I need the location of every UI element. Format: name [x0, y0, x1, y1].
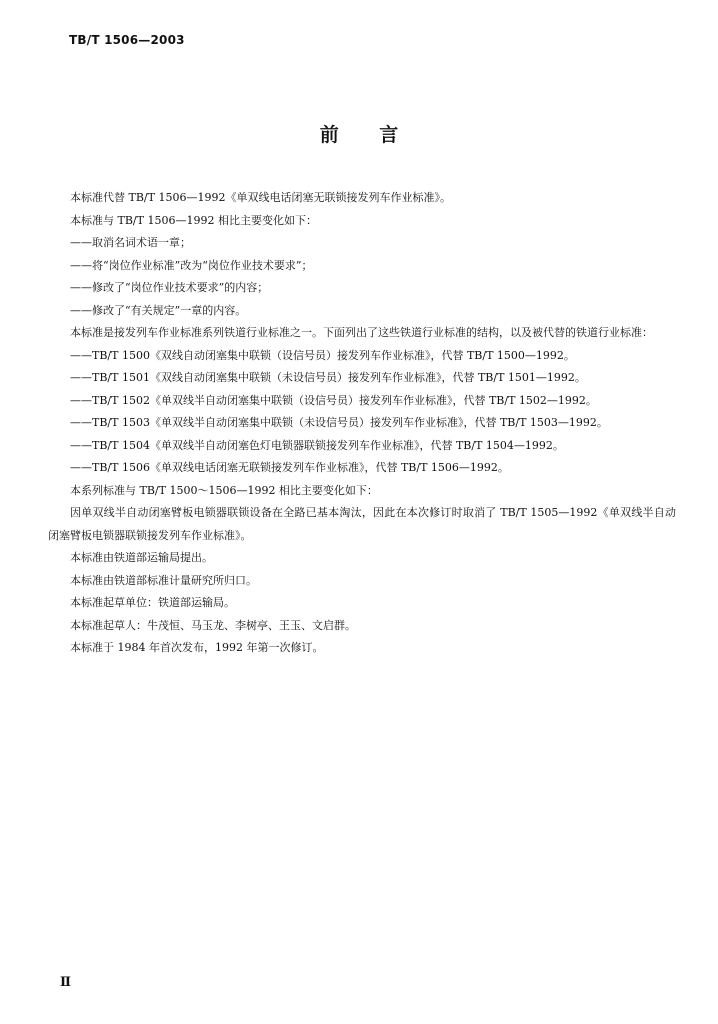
- page-title: 前 言: [319, 124, 399, 146]
- paragraph: 本系列标准与 TB/T 1500～1506—1992 相比主要变化如下：: [70, 483, 378, 497]
- paragraph: 本标准起草人：牛茂恒、马玉龙、李树亭、王玉、文启群。: [70, 618, 356, 632]
- paragraph: 本标准由铁道部标准计量研究所归口。: [70, 573, 257, 587]
- list-item: ——取消名词术语一章；: [70, 236, 191, 249]
- paragraph: 本标准与 TB/T 1506—1992 相比主要变化如下：: [70, 213, 317, 227]
- paragraph: 本标准由铁道部运输局提出。: [70, 551, 213, 564]
- list-item: ——TB/T 1502《单双线半自动闭塞集中联锁（设信号员）接发列车作业标准》，代替 TB/T 1502—1992。: [70, 393, 597, 407]
- list-item: ——TB/T 1506《单双线电话闭塞无联锁接发列车作业标准》，代替 TB/T 1506—1992。: [70, 461, 509, 474]
- list-item: ——TB/T 1503《单双线半自动闭塞集中联锁（未设信号员）接发列车作业标准》，代替 TB/T 1503—1992。: [70, 416, 608, 429]
- paragraph: 本标准是接发列车作业标准系列铁道行业标准之一。下面列出了这些铁道行业标准的结构，以及被代替的铁道行业标准：: [70, 326, 653, 339]
- list-item: ——TB/T 1501《双线自动闭塞集中联锁（未设信号员）接发列车作业标准》，代替 TB/T 1501—1992。: [70, 371, 586, 384]
- paragraph: 本标准于 1984 年首次发布，1992 年第一次修订。: [70, 641, 324, 654]
- paragraph: 本标准代替 TB/T 1506—1992《单双线电话闭塞无联锁接发列车作业标准》。: [70, 191, 451, 204]
- list-item: ——将“岗位作业标准”改为“岗位作业技术要求”；: [70, 258, 313, 272]
- standard-number-header: TB/T 1506—2003: [69, 33, 185, 47]
- list-item: ——修改了“有关规定”一章的内容。: [70, 303, 247, 317]
- page-number: Ⅱ: [60, 975, 71, 990]
- paragraph: 本标准起草单位：铁道部运输局。: [70, 596, 235, 609]
- paragraph: 因单双线半自动闭塞臂板电锁器联锁设备在全路已基本淘汰，因此在本次修订时取消了 TB/T 1505—1992《单双线半自动闭塞臂板电锁器联锁接发列车作业标准》。: [48, 506, 676, 542]
- list-item: ——TB/T 1500《双线自动闭塞集中联锁（设信号员）接发列车作业标准》，代替 TB/T 1500—1992。: [70, 348, 575, 362]
- list-item: ——TB/T 1504《单双线半自动闭塞色灯电锁器联锁接发列车作业标准》，代替 TB/T 1504—1992。: [70, 438, 564, 452]
- foreword-body: [48, 187, 676, 660]
- list-item: ——修改了“岗位作业技术要求”的内容；: [70, 281, 269, 294]
